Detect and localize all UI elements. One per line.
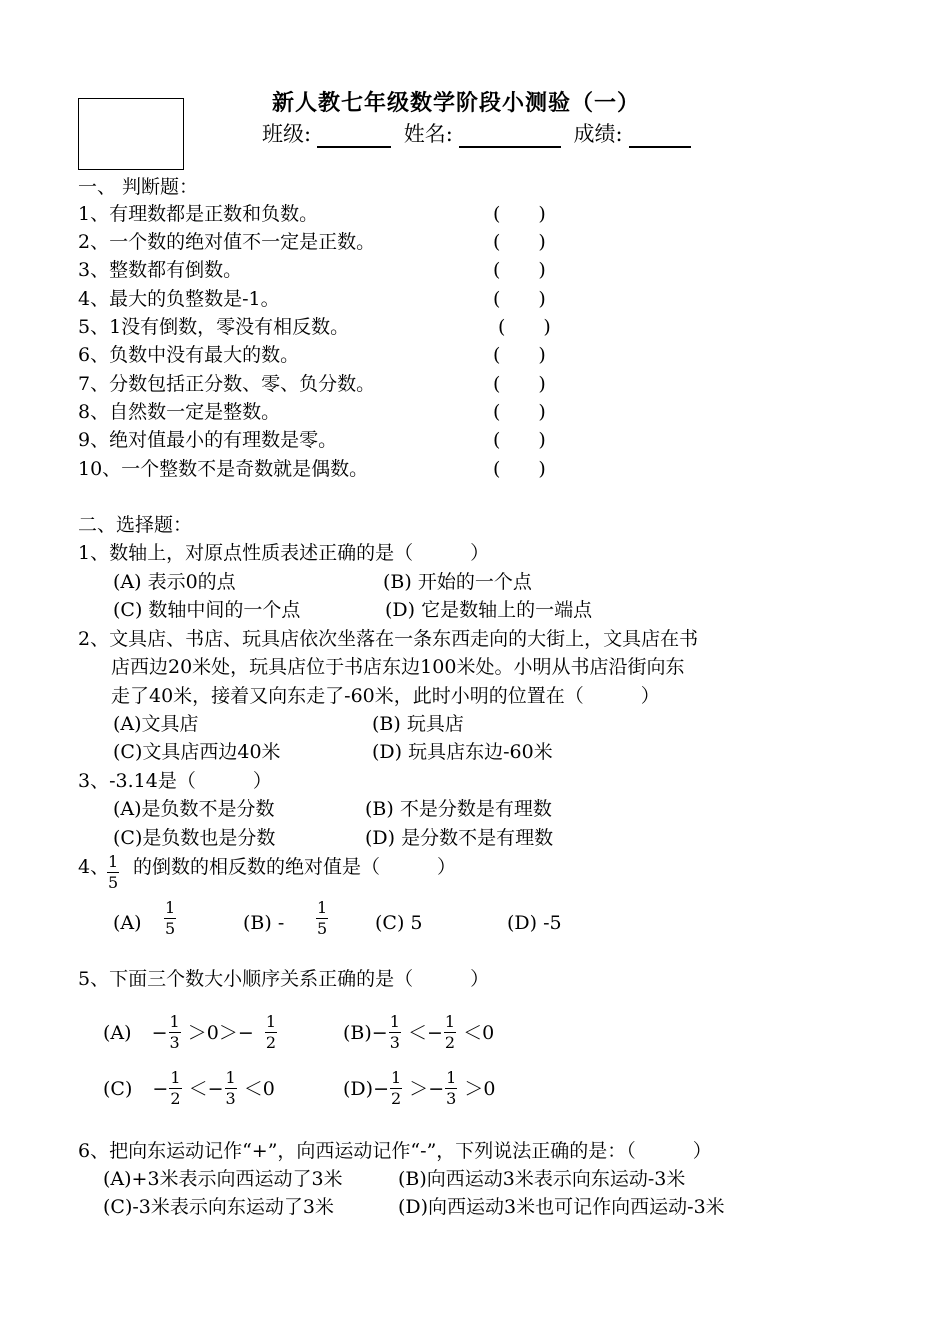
tf-item-2: 2、一个数的绝对值不一定是正数。: [78, 231, 376, 253]
tf-item-4: 4、最大的负整数是-1。: [78, 288, 280, 310]
page-title: 新人教七年级数学阶段小测验（一）: [272, 90, 641, 116]
q3-option-a[interactable]: (A)是负数不是分数: [113, 798, 275, 820]
q5-option-c[interactable]: (C) − $\frac{1}{2}$ ＜− $\frac{1}{3}$ ＜0: [103, 1068, 275, 1108]
q1-option-d[interactable]: (D) 它是数轴上的一端点: [385, 599, 593, 621]
q6-stem: 6、把向东运动记作“+”，向西运动记作“-”，下列说法正确的是：（ ）: [78, 1140, 712, 1162]
q1-option-c[interactable]: (C) 数轴中间的一个点: [113, 599, 301, 621]
q4-number: 4、: [78, 856, 110, 878]
section1-heading: 一、 判断题：: [78, 176, 199, 198]
tf-item-10: 10、一个整数不是奇数就是偶数。: [78, 458, 369, 480]
tf-bracket-2[interactable]: ( ): [493, 231, 546, 253]
q5-option-d[interactable]: (D)− $\frac{1}{2}$ ＞− $\frac{1}{3}$ ＞0: [343, 1068, 496, 1108]
q1-option-a[interactable]: (A) 表示0的点: [113, 571, 236, 593]
q4-fraction: $\frac{1}{5}$: [108, 852, 119, 892]
q6-option-b[interactable]: (B)向西运动3米表示向东运动-3米: [398, 1168, 686, 1190]
tf-bracket-9[interactable]: ( ): [493, 429, 546, 451]
name-field[interactable]: [459, 124, 561, 148]
q3-option-d[interactable]: (D) 是分数不是有理数: [365, 827, 554, 849]
tf-item-9: 9、绝对值最小的有理数是零。: [78, 429, 338, 451]
tf-item-1: 1、有理数都是正数和负数。: [78, 203, 319, 225]
photo-box: [78, 98, 184, 170]
tf-bracket-6[interactable]: ( ): [493, 344, 546, 366]
tf-bracket-5[interactable]: ( ): [498, 316, 551, 338]
q4-option-b-label[interactable]: (B) -: [243, 912, 285, 934]
q4-stem: 的倒数的相反数的绝对值是（ ）: [133, 856, 457, 878]
q6-option-c[interactable]: (C)-3米表示向东运动了3米: [103, 1196, 334, 1218]
q2-option-a[interactable]: (A)文具店: [113, 713, 199, 735]
score-label: 成绩:: [573, 122, 623, 146]
q1-option-b[interactable]: (B) 开始的一个点: [383, 571, 532, 593]
q2-option-d[interactable]: (D) 玩具店东边-60米: [372, 741, 553, 763]
tf-item-7: 7、分数包括正分数、零、负分数。: [78, 373, 376, 395]
q4-option-a-fraction: $\frac{1}{5}$: [165, 898, 176, 938]
tf-bracket-7[interactable]: ( ): [493, 373, 546, 395]
q2-stem-line2: 店西边20米处，玩具店位于书店东边100米处。小明从书店沿街向东: [111, 656, 685, 678]
info-line: [262, 118, 697, 148]
q2-option-b[interactable]: (B) 玩具店: [372, 713, 464, 735]
tf-bracket-1[interactable]: ( ): [493, 203, 546, 225]
q6-option-a[interactable]: (A)+3米表示向西运动了3米: [103, 1168, 343, 1190]
q2-option-c[interactable]: (C)文具店西边40米: [113, 741, 281, 763]
q1-stem: 1、数轴上，对原点性质表述正确的是（ ）: [78, 542, 490, 564]
tf-item-6: 6、负数中没有最大的数。: [78, 344, 300, 366]
tf-item-3: 3、整数都有倒数。: [78, 259, 243, 281]
tf-item-5: 5、1没有倒数，零没有相反数。: [78, 316, 350, 338]
q5-option-a[interactable]: (A) − $\frac{1}{3}$ ＞0＞− $\frac{1}{2}$: [103, 1012, 277, 1052]
q4-option-d[interactable]: (D) -5: [507, 912, 562, 934]
tf-bracket-10[interactable]: ( ): [493, 458, 546, 480]
q3-stem: 3、-3.14是（ ）: [78, 770, 272, 792]
class-label: 班级:: [262, 122, 312, 146]
q2-stem-line3: 走了40米，接着又向东走了-60米，此时小明的位置在（ ）: [111, 685, 660, 707]
q5-stem: 5、下面三个数大小顺序关系正确的是（ ）: [78, 968, 490, 990]
tf-item-8: 8、自然数一定是整数。: [78, 401, 281, 423]
q3-option-b[interactable]: (B) 不是分数是有理数: [365, 798, 552, 820]
q3-option-c[interactable]: (C)是负数也是分数: [113, 827, 276, 849]
q5-option-b[interactable]: (B)− $\frac{1}{3}$ ＜− $\frac{1}{2}$ ＜0: [343, 1012, 495, 1052]
q2-stem-line1: 2、文具店、书店、玩具店依次坐落在一条东西走向的大街上，文具店在书: [78, 628, 699, 650]
class-field[interactable]: [317, 124, 391, 148]
q4-option-b-fraction: $\frac{1}{5}$: [317, 898, 328, 938]
q6-option-d[interactable]: (D)向西运动3米也可记作向西运动-3米: [398, 1196, 725, 1218]
q4-option-c[interactable]: (C) 5: [375, 912, 423, 934]
tf-bracket-3[interactable]: ( ): [493, 259, 546, 281]
tf-bracket-8[interactable]: ( ): [493, 401, 546, 423]
tf-bracket-4[interactable]: ( ): [493, 288, 546, 310]
name-label: 姓名:: [403, 122, 453, 146]
score-field[interactable]: [629, 124, 691, 148]
q4-option-a-label[interactable]: (A): [113, 912, 142, 934]
section2-heading: 二、选择题：: [78, 514, 193, 536]
